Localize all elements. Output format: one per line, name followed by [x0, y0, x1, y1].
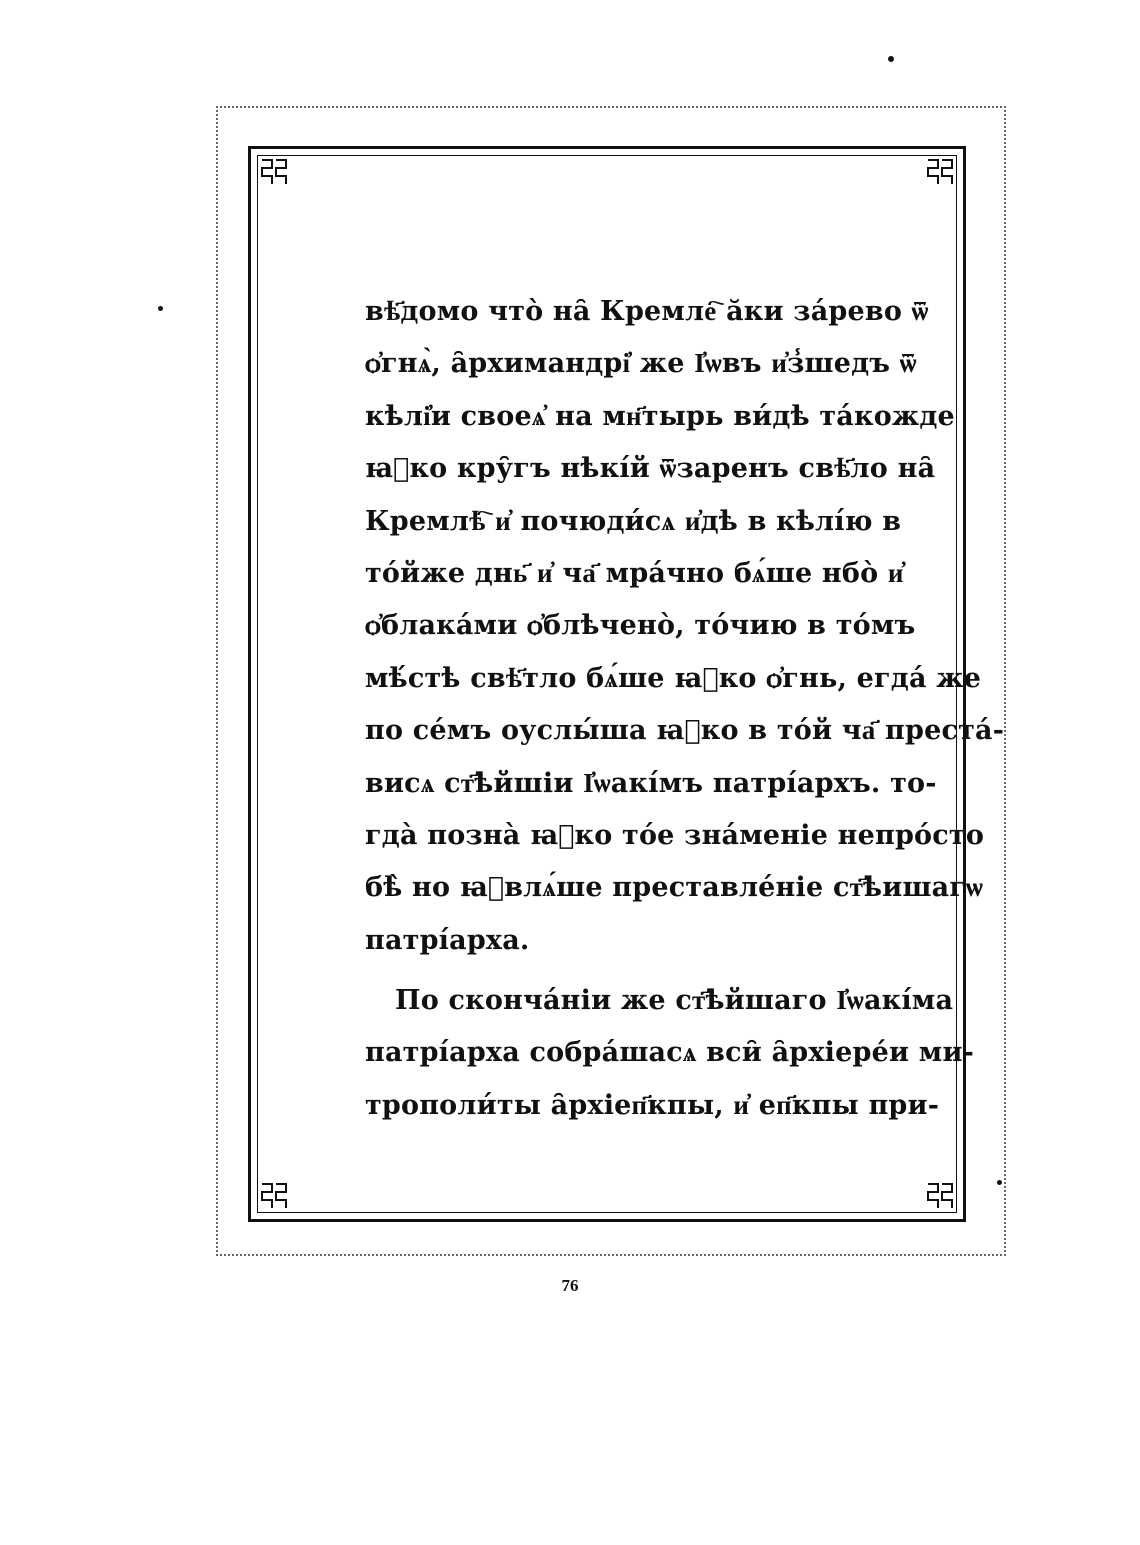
corner-ornament-top-right-icon: [925, 157, 955, 187]
text-line: ꙗ҆ко кру̑гъ нѣкі́й ѿзаренъ свѣ҃ло на̑: [365, 453, 936, 485]
speck: [158, 306, 163, 311]
text-line: Кремлѣ҇ и҆ почюди́сѧ и҆дѣ в кѣлі́ю в: [365, 505, 902, 537]
text-line: мѣ́стѣ свѣ҃тло бѧ́ше ꙗ҆ко ѻ҆гнь, егда́ же: [365, 662, 982, 694]
text-line: По сконча́нiи же ст҃ѣйшаго І҆ѡакі́ма: [395, 985, 954, 1017]
text-line: висѧ ст҃ѣйшiи І҆ѡакі́мъ патрі́архъ. то-: [365, 767, 937, 799]
text-line: то́йже днь҃ и҆ ча҃ мра́чно бѧ́ше нбо̀ и҆: [365, 557, 904, 589]
text-line: бѣ̀ но ꙗ҆влѧ́ше преставле́нiе ст҃ѣишагѡ: [365, 872, 984, 904]
text-line: патрі́арха собра́шасѧ вси̑ а̑рхіерéи ми-: [365, 1037, 975, 1069]
text-line: по се́мъ оуслы́ша ꙗ҆ко в то́й ча҃ преста́-: [365, 715, 1005, 747]
corner-ornament-bottom-left-icon: [259, 1181, 289, 1211]
text-line: патрі́арха.: [365, 924, 530, 956]
text-line: вѣ҃домо что̀ на̑ Кремле҇ ӑки за́рево ѿ: [365, 296, 929, 327]
text-line: гда̀ позна̀ ꙗ҆ко то́е зна́менiе непро́сто: [365, 819, 985, 851]
page-number: 76: [561, 1276, 579, 1295]
text-line: кѣлі҆и своеѧ҆ на мн҃тырь ви́дѣ та́кожде: [365, 400, 955, 432]
text-line: ѻ҆гнѧ̀, а̑рхимандрі҆ же І҆ѡвъ и҆з̾шедъ ѿ: [365, 348, 917, 380]
text-line: ѻ҆блака́ми ѻ҆блѣчено̀, то́чию в то́мъ: [365, 610, 916, 642]
corner-ornament-top-left-icon: [259, 157, 289, 187]
text-line: трополи́ты а̑рхіеп҃кпы, и҆ еп҃кпы при-: [365, 1089, 940, 1121]
corner-ornament-bottom-right-icon: [925, 1181, 955, 1211]
paragraph-gap: [365, 967, 865, 975]
speck: [888, 56, 894, 62]
page-text: [365, 286, 1005, 1132]
